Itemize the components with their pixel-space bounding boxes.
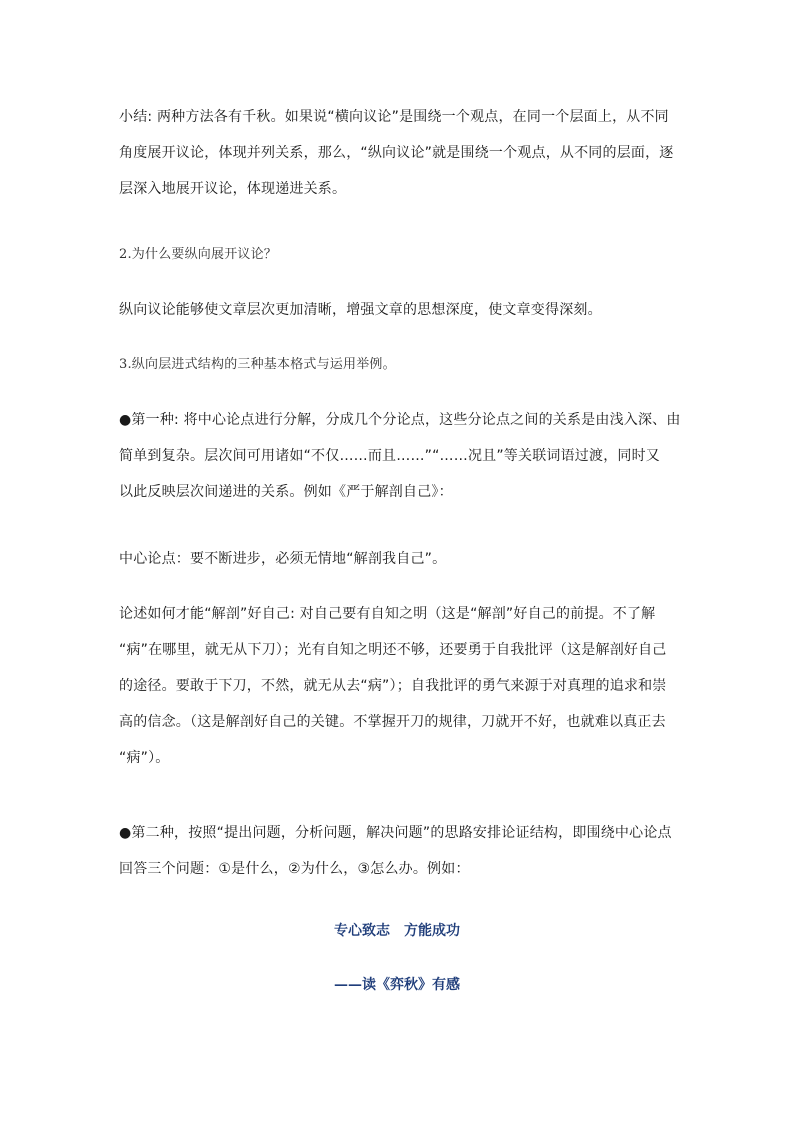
essay-subtitle: ——读《弈秋》有感 <box>334 977 460 993</box>
form-2-paragraph <box>119 815 679 887</box>
form-2-line: 回答三个问题：①是什么，②为什么，③怎么办。例如： <box>119 861 470 877</box>
summary-line: 小结: 两种方法各有千秋。如果说“横向议论”是围绕一个观点，在同一个层面上，从不同 <box>119 109 669 125</box>
discussion-line: “病”）。 <box>119 750 170 766</box>
discussion-line: “病”在哪里，就无从下刀）；光有自知之明还不够，还要勇于自我批评（这是解剖好自己 <box>119 642 667 658</box>
question-3-heading: 3.纵向层进式结构的三种基本格式与运用举例。 <box>119 357 396 372</box>
discussion-line: 的途径。要敢于下刀，不然，就无从去“病”）；自我批评的勇气来源于对真理的追求和崇 <box>119 678 667 694</box>
discussion-line: 论述如何才能“解剖”好自己: 对自己要有自知之明（这是“解剖”好自己的前提。不了解 <box>119 606 656 622</box>
form-1-line: 简单到复杂。层次间可用诸如“不仅……而且……”“……况且”等关联词语过渡，同时又 <box>119 448 661 464</box>
summary-paragraph <box>119 99 679 207</box>
center-point-paragraph: 中心论点：要不断进步，必须无情地“解剖我自己”。 <box>119 551 447 567</box>
form-1-line: ●第一种: 将中心论点进行分解，分成几个分论点，这些分论点之间的关系是由浅入深、由 <box>119 412 681 428</box>
discussion-line: 高的信念。（这是解剖好自己的关键。不掌握开刀的规律，刀就开不好，也就难以真正去 <box>119 714 666 730</box>
question-2-answer: 纵向议论能够使文章层次更加清晰，增强文章的思想深度，使文章变得深刻。 <box>119 302 602 318</box>
essay-title: 专心致志 方能成功 <box>334 923 460 939</box>
form-2-line: ●第二种，按照“提出问题，分析问题，解决问题”的思路安排论证结构，即围绕中心论点 <box>119 825 672 841</box>
question-2-heading: 2.为什么要纵向展开议论？ <box>119 247 278 262</box>
summary-line: 层深入地展开议论，体现递进关系。 <box>119 181 347 197</box>
form-1-line: 以此反映层次间递进的关系。例如《严于解剖自己》： <box>119 484 453 500</box>
form-1-paragraph <box>119 402 679 510</box>
summary-line: 角度展开议论，体现并列关系，那么，“纵向议论”就是围绕一个观点，从不同的层面，逐 <box>119 145 674 161</box>
discussion-paragraph <box>119 596 679 776</box>
